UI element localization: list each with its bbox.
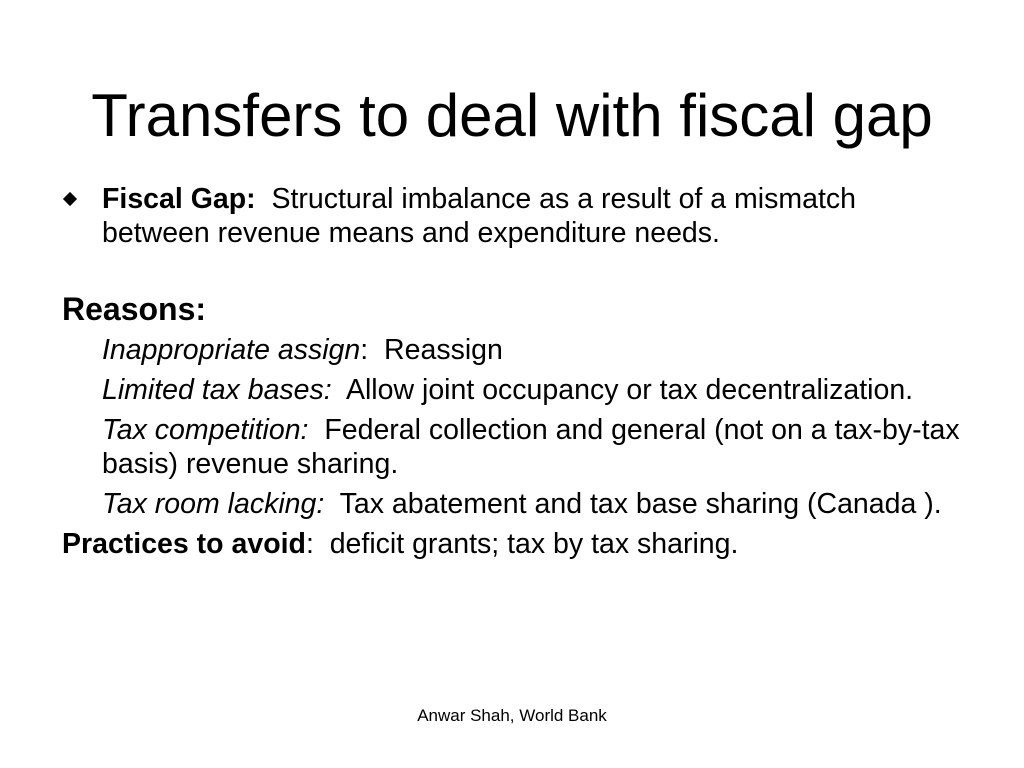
reason-term: Limited tax bases: [102, 374, 332, 406]
diamond-bullet-icon [63, 192, 77, 206]
reason-remedy: Reassign [384, 334, 503, 366]
slide-title: Transfers to deal with fiscal gap [91, 82, 933, 149]
reason-remedy: Allow joint occupancy or tax decentralization. [345, 374, 914, 406]
practices-to-avoid [62, 527, 962, 561]
reason-item [62, 373, 962, 407]
slide-content [62, 182, 962, 561]
reason-term: Inappropriate assign [102, 334, 361, 366]
slide-footer: Anwar Shah, World Bank [417, 706, 607, 725]
reason-item [62, 413, 962, 481]
reason-term: Tax room lacking: [102, 488, 325, 520]
fiscal-gap-definition: Structural imbalance as a result of a mismatch between revenue means and expenditure needs. [102, 183, 856, 249]
reason-term: Tax competition: [102, 414, 309, 446]
reasons-heading: Reasons: [62, 291, 207, 327]
fiscal-gap-term: Fiscal Gap: [102, 183, 256, 215]
reason-item [62, 487, 962, 521]
fiscal-gap-bullet [62, 182, 962, 250]
reason-remedy: Tax abatement and tax base sharing (Canada ). [339, 488, 942, 520]
practices-separator: : [305, 528, 314, 560]
practices-term: Practices to avoid [62, 528, 306, 560]
reason-item [62, 333, 962, 367]
practices-text: deficit grants; tax by tax sharing. [329, 528, 739, 560]
reason-remedy: Federal collection and general (not on a tax-by-tax basis) revenue sharing. [102, 414, 960, 480]
reason-separator: : [360, 334, 369, 366]
reasons-list [62, 333, 962, 521]
